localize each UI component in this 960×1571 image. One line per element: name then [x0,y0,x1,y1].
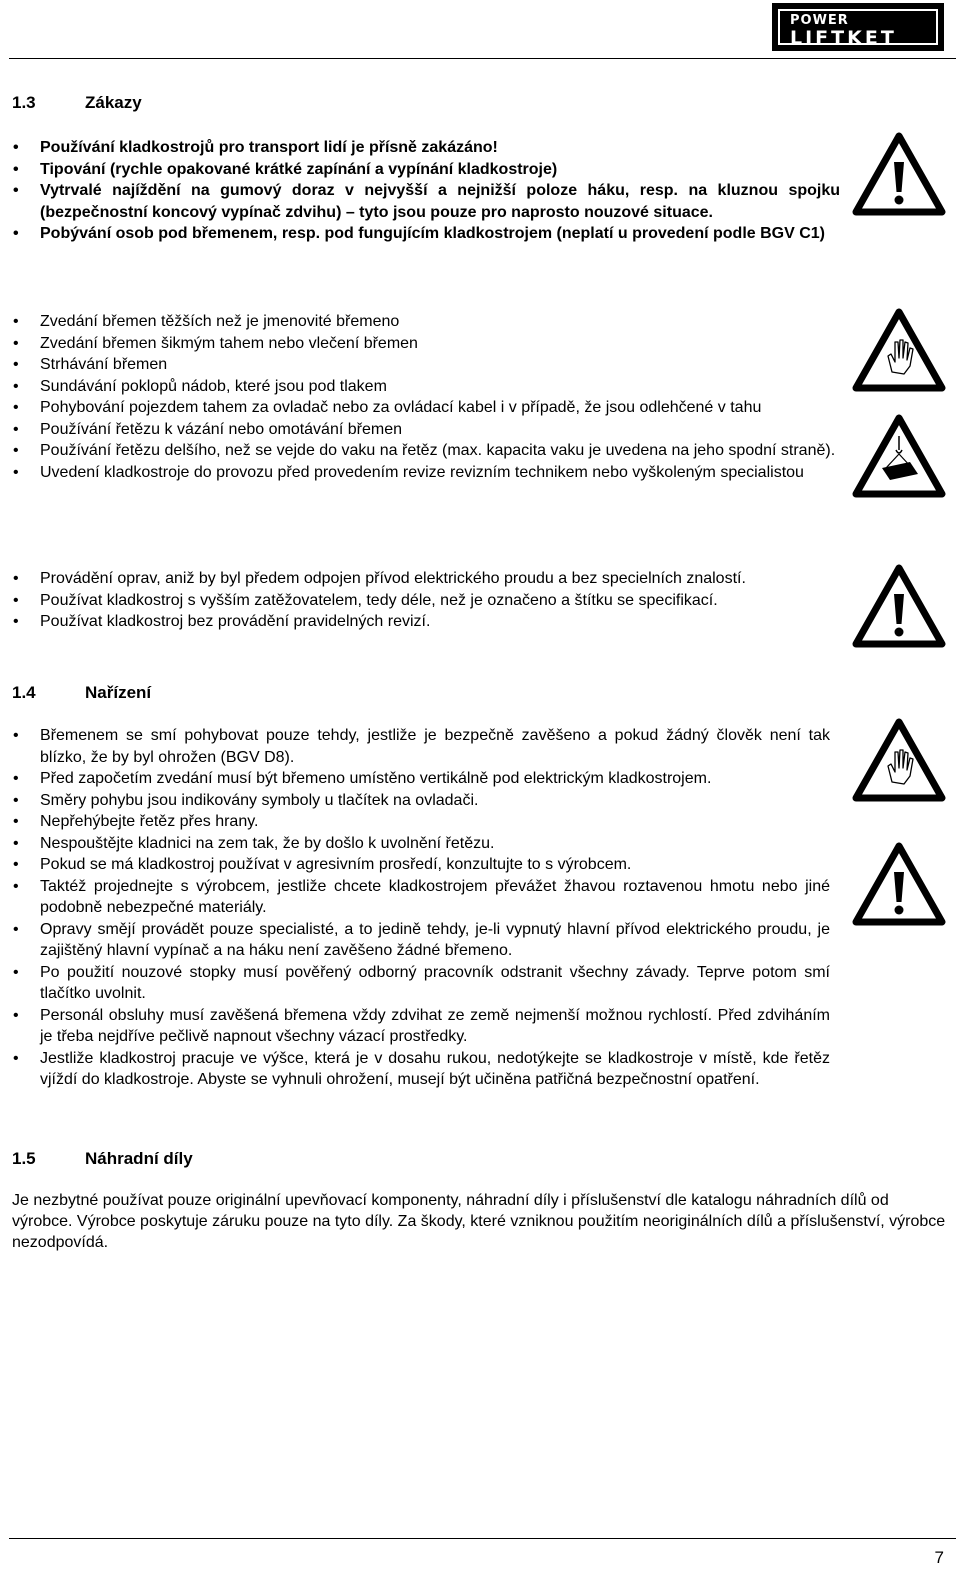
section-heading-1-4 [12,683,151,703]
hand-warning-icon [852,308,946,392]
list-item: • Břemenem se smí pohybovat pouze tehdy, jestliže je bezpečně zavěšeno a pokud žádný člověk není tak blízko, že by byl ohrožen (BGV D8). [40,725,830,768]
prohibitions-list-2 [40,568,840,633]
list-item: • Nespouštějte kladnici na zem tak, že by došlo k uvolnění řetězu. [40,833,830,855]
section-number: 1.5 [12,1149,36,1168]
footer-rule [9,1538,956,1539]
list-item: • Zvedání břemen těžších než je jmenovité břemeno [40,311,840,333]
section-heading-1-5 [12,1149,193,1169]
section-number: 1.3 [12,93,36,112]
list-item: • Strhávání břemen [40,354,840,376]
section-title: Nařízení [85,683,152,702]
list-item: • Pohybování pojezdem tahem za ovladač nebo za ovládací kabel i v případě, že jsou odlehčené v tahu [40,397,840,419]
warning-exclamation-icon [852,132,946,216]
list-item: • Směry pohybu jsou indikovány symboly u tlačítek na ovladači. [40,790,830,812]
prohibitions-critical-list [40,137,840,245]
list-item: • Nepřehýbejte řetěz přes hrany. [40,811,830,833]
list-item: • Uvedení kladkostroje do provozu před provedením revize revizním technikem nebo vyškoleným specialistou [40,462,840,484]
list-item: • Taktéž projednejte s výrobcem, jestliže chcete kladkostrojem převážet žhavou roztavenou hmotu nebo jiné podobně nebezpečné materiály. [40,876,830,919]
warning-exclamation-icon [852,564,946,648]
section-title: Zákazy [85,93,142,112]
logo-text-top: POWER [790,13,849,28]
list-item: • Používat kladkostroj s vyšším zatěžovatelem, tedy déle, než je označeno a štítku se specifikací. [40,590,840,612]
list-item: • Zvedání břemen šikmým tahem nebo vlečení břemen [40,333,840,355]
hand-warning-icon [852,718,946,802]
section-number: 1.4 [12,683,36,702]
page-number: 7 [934,1548,944,1567]
list-item: • Pobývání osob pod břemenem, resp. pod fungujícím kladkostrojem (neplatí u provedení podle BGV C1) [40,223,840,245]
list-item: • Jestliže kladkostroj pracuje ve výšce, která je v dosahu rukou, nedotýkejte se kladkostroje v místě, kde řetěz vjíždí do kladkostroje. Abyste se vyhnuli ohrožení, musejí být učiněna patřičná bezpečnostní opatření. [40,1048,830,1091]
list-item: • Používání řetězu k vázání nebo omotávání břemen [40,419,840,441]
warning-exclamation-icon [852,842,946,926]
section-title: Náhradní díly [85,1149,193,1168]
list-item: • Personál obsluhy musí zavěšená břemena vždy zdvihat ze země nejmenší možnou rychlostí. Před zdviháním je třeba nejdříve pečlivě napnout všechny vázací prostředky. [40,1005,830,1048]
list-item: • Používání kladkostrojů pro transport lidí je přísně zakázáno! [40,137,840,159]
list-item: • Provádění oprav, aniž by byl předem odpojen přívod elektrického proudu a bez specielních znalostí. [40,568,840,590]
prohibitions-list [40,311,840,483]
regulations-list [40,725,830,1091]
section-heading-1-3 [12,93,142,113]
list-item: • Pokud se má kladkostroj používat v agresivním prosředí, konzultujte to s výrobcem. [40,854,830,876]
list-item: • Po použití nouzové stopky musí pověřený odborný pracovník odstranit všechny závady. Teprve potom smí tlačítko uvolnit. [40,962,830,1005]
list-item: • Používat kladkostroj bez provádění pravidelných revizí. [40,611,840,633]
spare-parts-paragraph: Je nezbytné používat pouze originální upevňovací komponenty, náhradní díly i příslušenství dle katalogu náhradních dílů od výrobce. Výrobce poskytuje záruku pouze na tyto díly. Za škody, které vzniknou použitím neoriginálních dílů a příslušenství, výrobce nezodpovídá. [12,1192,946,1251]
header-rule [9,58,956,59]
power-liftket-logo [772,3,944,51]
list-item: • Tipování (rychle opakované krátké zapínání a vypínání kladkostroje) [40,159,840,181]
list-item: • Vytrvalé najíždění na gumový doraz v nejvyšší a nejnižší poloze háku, resp. na kluznou spojku (bezpečnostní koncový vypínač zdvihu) – tyto jsou pouze pro naprosto nouzové situace. [40,180,840,223]
list-item: • Opravy smějí provádět pouze specialisté, a to jedině tehdy, je-li vypnutý hlavní přívod elektrického proudu, je zajištěný hlavní vypínač a na háku není zavěšeno žádné břemeno. [40,919,830,962]
list-item: • Sundávání poklopů nádob, které jsou pod tlakem [40,376,840,398]
list-item: • Používání řetězu delšího, než se vejde do vaku na řetěz (max. kapacita vaku je uvedena na jeho spodní straně). [40,440,840,462]
suspended-load-warning-icon [852,414,946,498]
list-item: • Před započetím zvedání musí být břemeno umístěno vertikálně pod elektrickým kladkostrojem. [40,768,830,790]
logo-text-bottom: LIFTKET [790,27,897,49]
